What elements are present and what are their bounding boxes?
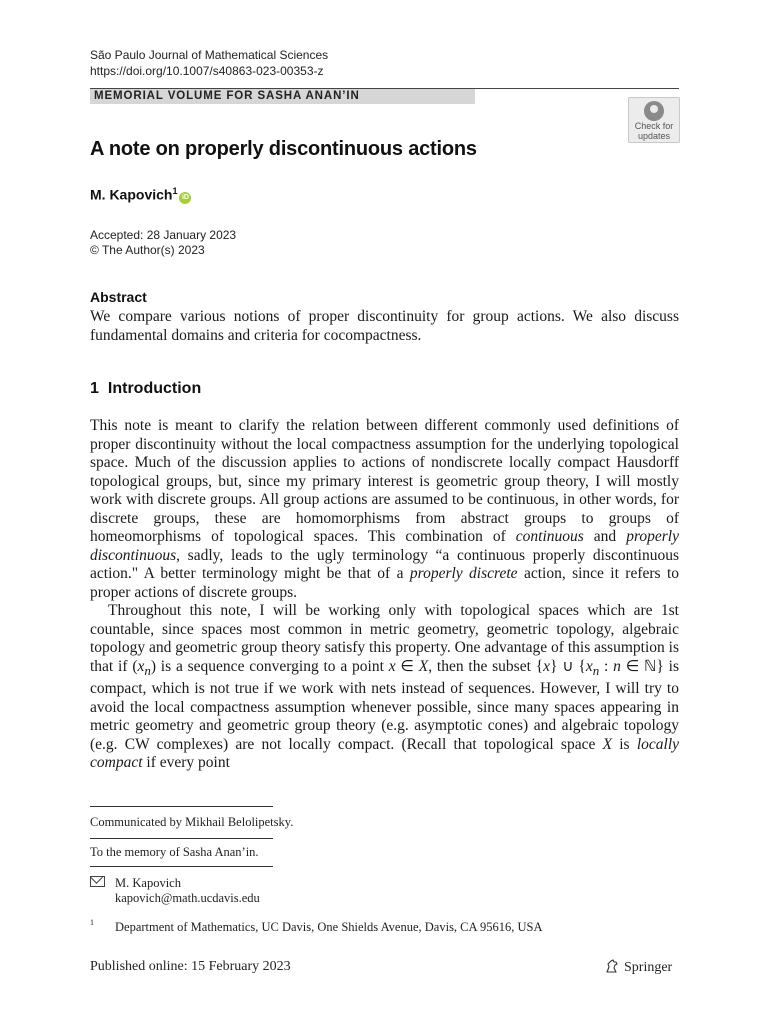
published-date: Published online: 15 February 2023: [90, 959, 291, 974]
footnote-rule-3: [90, 866, 273, 867]
memorial-banner: [90, 88, 475, 104]
orcid-icon[interactable]: iD: [179, 192, 191, 204]
doi-link[interactable]: https://doi.org/10.1007/s40863-023-00353-z: [90, 64, 324, 78]
abstract-text: We compare various notions of proper discontinuity for group actions. We also discuss fundamental domains and criteria for cocompactness.: [90, 308, 679, 344]
banner-text: MEMORIAL VOLUME FOR SASHA ANAN’IN: [94, 90, 360, 102]
correspondence-block: [90, 876, 260, 905]
paragraph-1: This note is meant to clarify the relation between different commonly used definitions of proper discontinuity without the local compactness assumption for the underlying topological space. Much of the discussion applies to actions of nondiscrete locally compact Hausdorff topological groups, but, since my primary interest is geometric group theory, I will mostly work with discrete groups. All group actions are assumed to be continuous, in other words, for discrete groups, these are homomorphisms from abstract groups to groups of homeomorphisms of topological spaces. This combination of continuous and properly discontinuous, sadly, leads to the ugly terminology “a continuous properly discontinuous action." A better terminology might be that of a properly discrete action, since it refers to proper actions of discrete groups.: [90, 417, 680, 601]
article-title: A note on properly discontinuous actions: [90, 138, 477, 160]
check-updates-line2: updates: [637, 131, 671, 141]
journal-name: São Paulo Journal of Mathematical Sciences: [90, 48, 329, 62]
memorial-note: To the memory of Sasha Anan’in.: [90, 845, 259, 859]
author-name[interactable]: M. Kapovich: [90, 186, 173, 203]
section-title: Introduction: [107, 380, 202, 397]
affiliation-text: Department of Mathematics, UC Davis, One Shields Avenue, Davis, CA 95616, USA: [115, 920, 543, 934]
body-text: [90, 417, 679, 773]
author-email[interactable]: kapovich@math.ucdavis.edu: [115, 891, 260, 905]
paragraph-2: Throughout this note, I will be working only with topological spaces which are 1st countable, since spaces most common in metric geometry, geometric topology, algebraic topology and geometric group theory satisfy this property. One advantage of this assumption is that if $(x_n)$ is a sequence converging to a point x ∈ X, then the subset {x} ∪ {$x_n$ : n ∈ ℕ} is compact, which is not true if we work with nets instead of sequences. However, I will try to avoid the local compactness assumption whenever possible, since many spaces appearing in metric geometry and geometric group theory (e.g. asymptotic cones) and algebraic topology (e.g. CW complexes) are not locally compact. (Recall that topological space X is locally compact if every point: [90, 602, 680, 772]
check-updates-icon: [644, 101, 664, 121]
accepted-date: Accepted: 28 January 2023: [90, 228, 237, 242]
corresponding-author: M. Kapovich: [115, 876, 181, 890]
copyright-notice: © The Author(s) 2023: [90, 243, 205, 257]
author-line: [90, 186, 191, 204]
springer-horse-icon: [604, 958, 620, 974]
section-heading: [90, 380, 201, 398]
article-dates: [90, 228, 236, 258]
publisher-name: Springer: [624, 960, 673, 975]
author-affiliation-mark: 1: [172, 186, 178, 196]
envelope-icon: [90, 876, 105, 887]
communicated-note: Communicated by Mikhail Belolipetsky.: [90, 815, 294, 829]
publisher-logo: [604, 958, 672, 976]
footnote-rule-2: [90, 838, 273, 839]
header-rule: [475, 88, 679, 89]
check-updates-line1: Check for: [634, 121, 674, 131]
footnote-rule-1: [90, 806, 273, 807]
abstract-heading: Abstract: [90, 289, 147, 305]
affiliation-number: 1: [90, 918, 94, 927]
journal-header: [90, 47, 328, 79]
section-number: 1: [90, 380, 99, 397]
check-for-updates-button[interactable]: [628, 97, 680, 143]
